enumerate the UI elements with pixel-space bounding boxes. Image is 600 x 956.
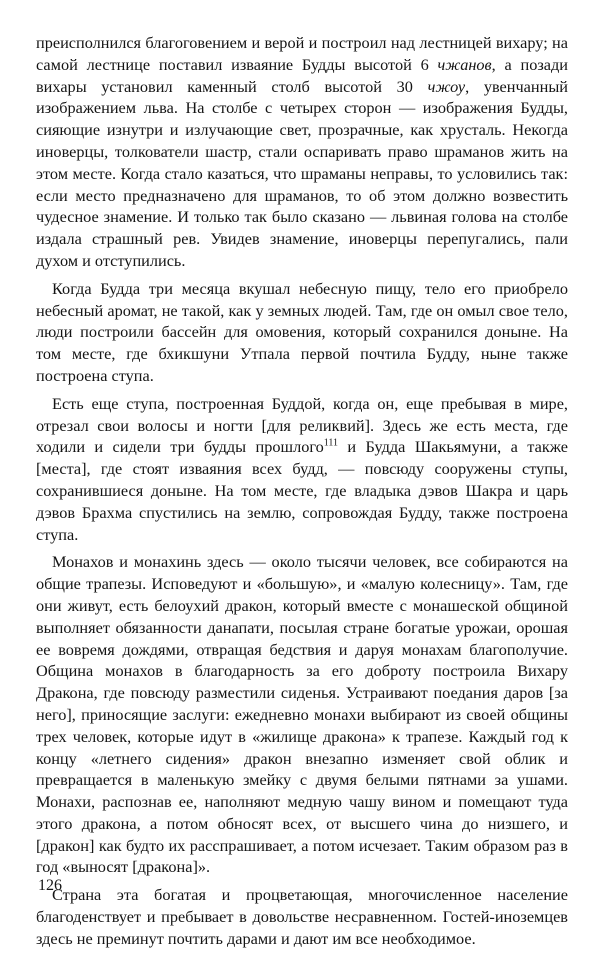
paragraph	[36, 551, 568, 878]
italic-term: чжоу	[427, 76, 466, 96]
paragraph	[36, 32, 568, 272]
paragraph	[36, 884, 568, 949]
text-run: Когда Будда три месяца вкушал небесную пищу, тело его приобрело небесный аромат, не такой, как у земных людей. Там, где он омыл свое тело, люди построили бассейн для омовения, который сохранился доныне. На том месте, где бхикшуни Утпала первой почтила Будду, ныне также построена ступа.	[36, 278, 568, 385]
text-run: Страна эта богатая и процветающая, многочисленное население благоденствует и пребывает в довольстве несравненном. Гостей-иноземцев здесь не преминут почтить дарами и дают им все необходимое.	[36, 885, 568, 948]
paragraph	[36, 393, 568, 546]
footnote-ref: 111	[323, 437, 339, 449]
text-run: Монахов и монахинь здесь — около тысячи человек, все собираются на общие трапезы. Исповедуют и «большую», и «малую колесницу». Там, где они живут, есть белоухий дракон, который вместе с монашеской общиной выполняет обязанности данапати, посылая стране богатые урожаи, орошая ее вовремя дождями, отвращая бедствия и даруя монахам благополучие. Община монахов в благодарность за его доброту построила Вихару Дракона, где повсюду разместили сиденья. Устраивают поедания даров [за него], приносящие заслуги: ежедневно монахи выбирают из своей общины трех человек, которые идут в «жилище дракона» к трапезе. Каждый год к концу «летнего сидения» дракон внезапно изменяет свой облик и превращается в маленькую змейку с двумя белыми пятнами за ушами. Монахи, распознав ее, наполняют медную чашу вином и помещают туда этого дракона, а потом обносят всех, от высшего чина до низшего, и [дракон] как будто их расспрашивает, а потом исчезает. Таким образом раз в год «выносят [дракона]».	[36, 552, 568, 877]
text-run: и Будда Шакьямуни, а также [места], где стоят изваяния всех будд, — повсюду сооружены ступы, сохранившиеся доныне. На том месте, где владыка дэвов Шакра и царь дэвов Брахма спустились на землю, сопровождая Будду, также построена ступа.	[36, 437, 568, 544]
text-run: , увенчанный изображением льва. На столбе с четырех сторон — изображения Будды, сияющие изнутри и излучающие свет, прозрачные, как хрусталь. Некогда иноверцы, толкователи шастр, стали оспаривать право шраманов жить на этом месте. Когда стало казаться, что шраманы неправы, то условились так: если место предназначено для шраманов, то об этом должно возвестить чудесное знамение. И только так было сказано — львиная голова на столбе издала страшный рев. Увидев знамение, иноверцы перепугались, пали духом и отступились.	[36, 76, 568, 270]
page-number: 126	[38, 877, 62, 894]
text-run: преисполнился благоговением и верой и построил над лестницей вихару; на самой лестнице поставил изваяние Будды высотой 6	[36, 33, 568, 74]
paragraph	[36, 278, 568, 387]
text-run: , а позади вихары установил каменный столб высотой 30	[36, 54, 568, 96]
page-body	[36, 32, 568, 956]
text-run: Есть еще ступа, построенная Буддой, когда он, еще пребывая в мире, отрезал свои волосы и ногти [для реликвий]. Здесь же есть места, где ходили и сидели три будды прошлого	[36, 393, 568, 457]
italic-term: чжанов	[437, 54, 492, 74]
